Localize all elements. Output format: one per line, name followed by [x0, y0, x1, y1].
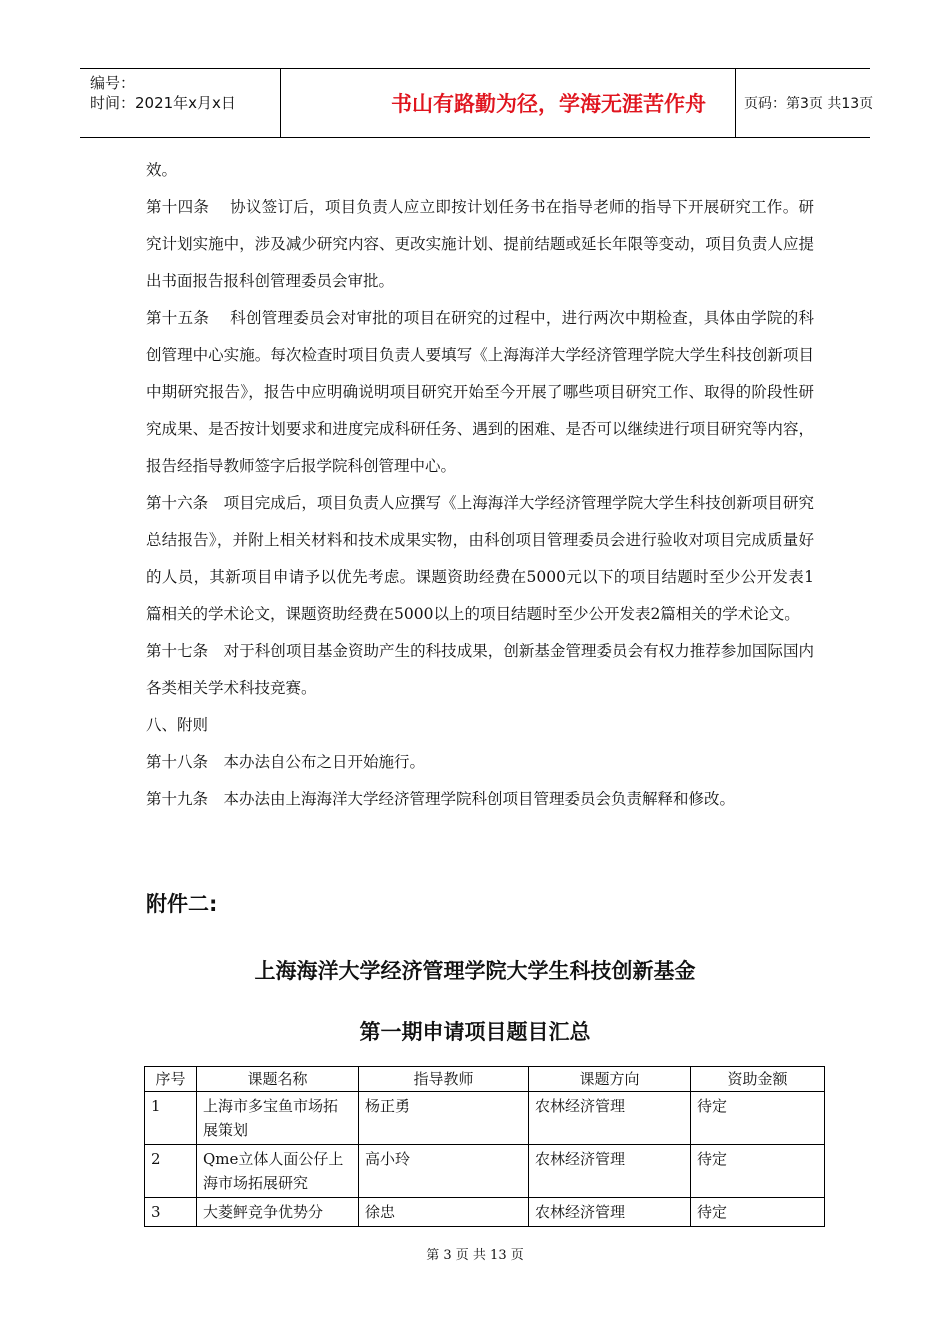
cell-topic: Qme立体人面公仔上海市场拓展研究: [197, 1145, 359, 1198]
cell-index: 3: [145, 1198, 197, 1227]
header-page-info: 页码：第3页 共13页: [744, 96, 874, 112]
cell-funding: 待定: [691, 1145, 825, 1198]
cell-advisor: 杨正勇: [359, 1092, 529, 1145]
table-header-row: [145, 1067, 825, 1092]
cell-index: 1: [145, 1092, 197, 1145]
table-row: [145, 1145, 825, 1198]
cell-funding: 待定: [691, 1198, 825, 1227]
cell-direction: 农林经济管理: [529, 1145, 691, 1198]
article-17: 第十七条 对于科创项目基金资助产生的科技成果，创新基金管理委员会有权力推荐参加国际国内各类相关学术科技竞赛。: [146, 642, 814, 697]
header-cell-index: 序号: [145, 1067, 197, 1092]
attachment-label: 附件二:: [146, 892, 218, 916]
article-16: 第十六条 项目完成后，项目负责人应撰写《上海海洋大学经济管理学院大学生科技创新项目研究总结报告》，并附上相关材料和技术成果实物，由科创项目管理委员会进行验收对项目完成质量好的人员，其新项目申请予以优先考虑。课题资助经费在5000元以下的项目结题时至少公开发表1篇相关的学术论文，课题资助经费在5000以上的项目结题时至少公开发表2篇相关的学术论文。: [146, 494, 814, 623]
cell-direction: 农林经济管理: [529, 1092, 691, 1145]
header-cell-topic: 课题名称: [197, 1067, 359, 1092]
table-row: [145, 1092, 825, 1145]
document-title-line1: 上海海洋大学经济管理学院大学生科技创新基金: [254, 959, 696, 983]
cell-advisor: 高小玲: [359, 1145, 529, 1198]
cell-advisor: 徐忠: [359, 1198, 529, 1227]
table-row: [145, 1198, 825, 1227]
page-footer: 第 3 页 共 13 页: [426, 1248, 524, 1263]
cell-topic: 上海市多宝鱼市场拓展策划: [197, 1092, 359, 1145]
page-header: [80, 68, 874, 138]
cell-topic: 大菱鲆竞争优势分: [197, 1198, 359, 1227]
article-18: 第十八条 本办法自公布之日开始施行。: [146, 753, 426, 771]
header-cell-direction: 课题方向: [529, 1067, 691, 1092]
header-meta: [90, 73, 280, 113]
cell-funding: 待定: [691, 1092, 825, 1145]
article-14: 第十四条 协议签订后，项目负责人应立即按计划任务书在指导老师的指导下开展研究工作。研究计划实施中，涉及减少研究内容、更改实施计划、提前结题或延长年限等变动，项目负责人应提出书面报告报科创管理委员会审批。: [146, 198, 814, 290]
document-title-line2: 第一期申请项目题目汇总: [359, 1020, 591, 1044]
section-heading-appendix: 八、附则: [146, 716, 209, 734]
article-19: 第十九条 本办法由上海海洋大学经济管理学院科创项目管理委员会负责解释和修改。: [146, 790, 736, 808]
header-number-label: 编号：: [90, 74, 136, 92]
header-motto: 书山有路勤为径，学海无涯苦作舟: [391, 92, 706, 116]
header-time-label: 时间：2021年x月x日: [90, 94, 236, 112]
header-cell-funding: 资助金额: [691, 1067, 825, 1092]
project-summary-table: [144, 1066, 825, 1227]
regulation-body: [146, 152, 814, 818]
cell-index: 2: [145, 1145, 197, 1198]
header-cell-advisor: 指导教师: [359, 1067, 529, 1092]
header-divider-right: [735, 69, 736, 137]
header-divider-left: [280, 69, 281, 137]
article-15: 第十五条 科创管理委员会对审批的项目在研究的过程中，进行两次中期检查，具体由学院的科创管理中心实施。每次检查时项目负责人要填写《上海海洋大学经济管理学院大学生科技创新项目中期研究报告》，报告中应明确说明项目研究开始至今开展了哪些项目研究工作、取得的阶段性研究成果、是否按计划要求和进度完成科研任务、遇到的困难、是否可以继续进行项目研究等内容，报告经指导教师签字后报学院科创管理中心。: [146, 309, 814, 475]
paragraph-continuation: 效。: [146, 161, 178, 179]
cell-direction: 农林经济管理: [529, 1198, 691, 1227]
